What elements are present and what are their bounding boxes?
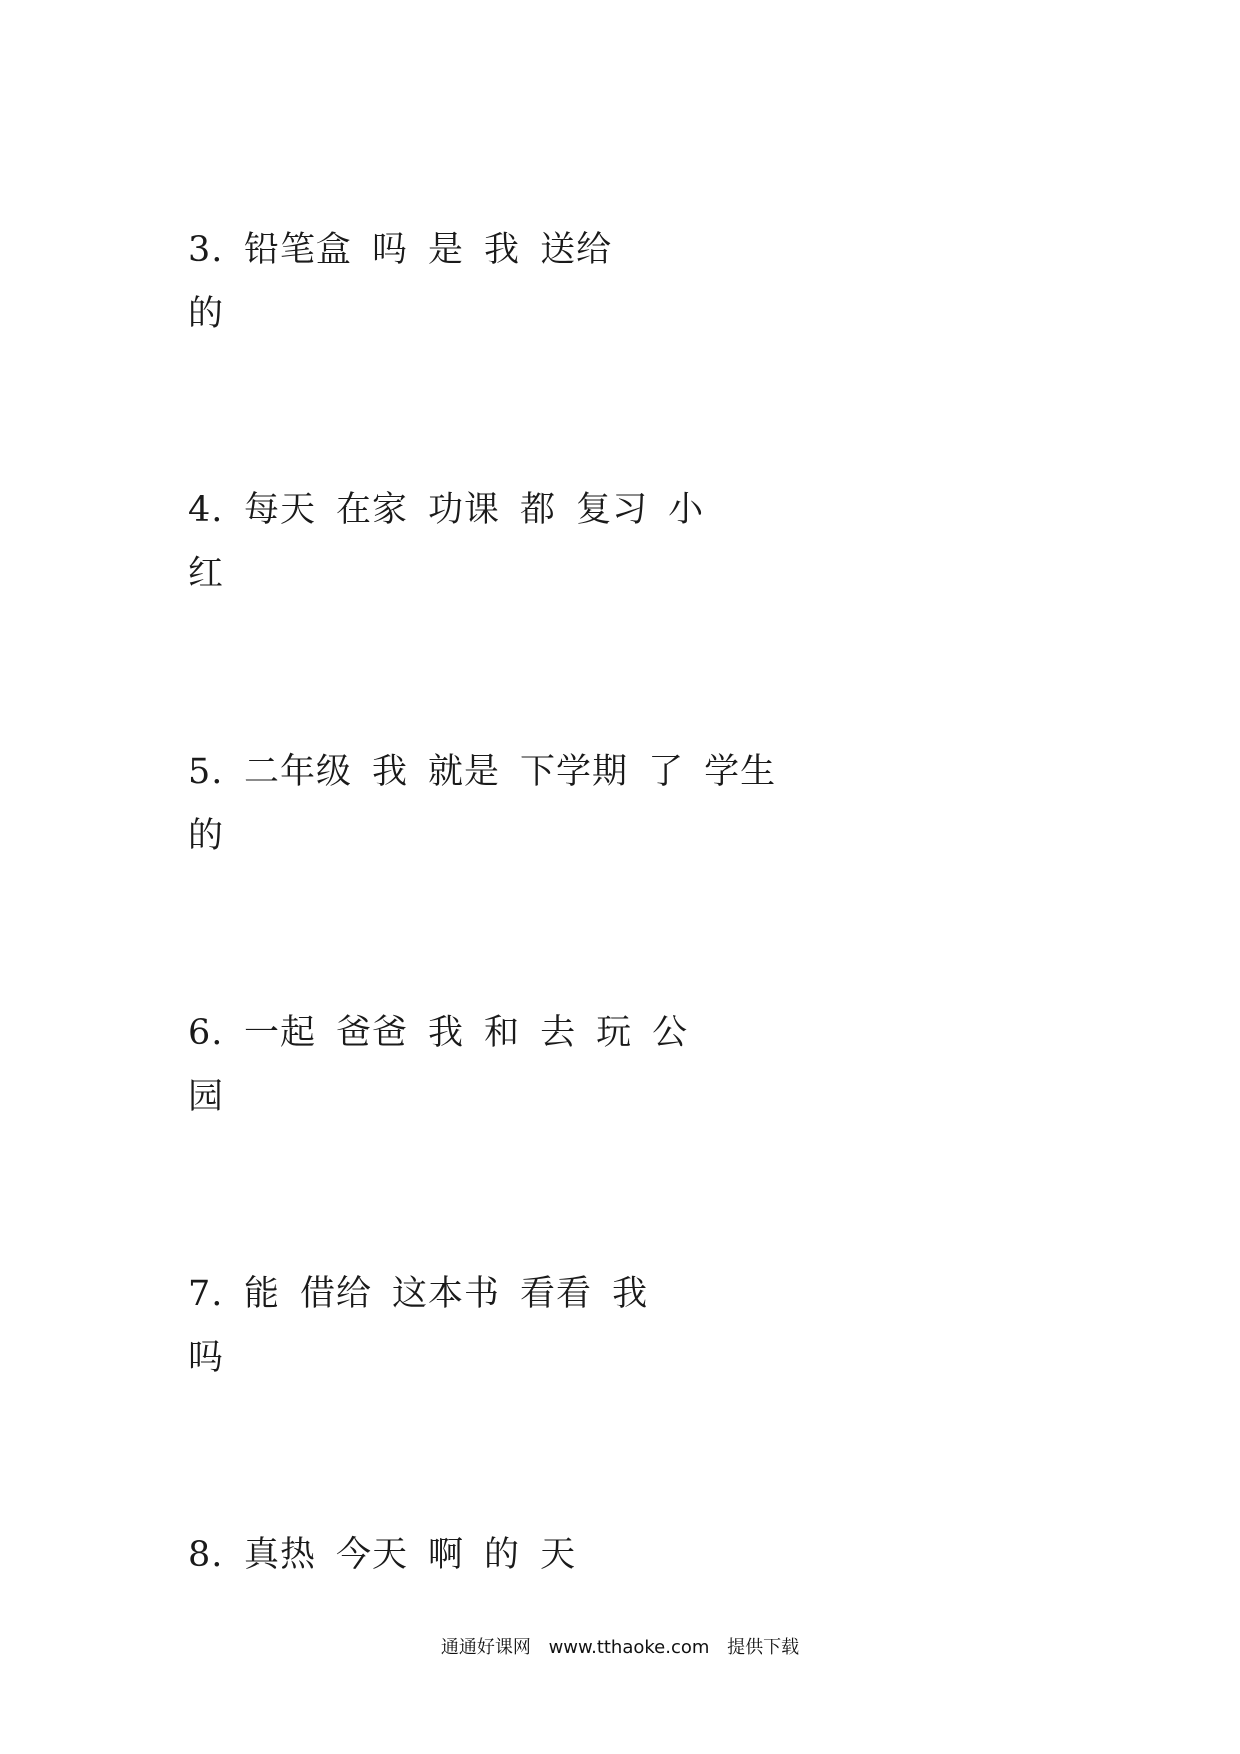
word: 送给 (540, 230, 613, 270)
word: 我 (428, 1013, 465, 1053)
word: 学生 (704, 752, 777, 792)
word: 公 (652, 1013, 689, 1053)
question-number: 4. (188, 490, 224, 530)
word: 复习 (576, 490, 649, 530)
word: 真热 (244, 1535, 317, 1575)
word: 我 (612, 1274, 649, 1314)
word: 一起 (244, 1013, 317, 1053)
footer-download-text: 提供下载 (727, 1637, 800, 1658)
word: 每天 (244, 490, 317, 530)
question-5 (188, 740, 888, 868)
question-words (188, 1001, 888, 1065)
question-4 (188, 478, 888, 606)
word: 玩 (596, 1013, 633, 1053)
question-number: 5. (188, 752, 224, 792)
page-footer (0, 1633, 1240, 1659)
word: 就是 (428, 752, 501, 792)
word: 二年级 (244, 752, 353, 792)
word: 这本书 (392, 1274, 501, 1314)
word: 了 (648, 752, 685, 792)
question-words (188, 218, 888, 282)
word: 下学期 (520, 752, 629, 792)
question-number: 7. (188, 1274, 224, 1314)
word: 去 (540, 1013, 577, 1053)
question-3 (188, 218, 888, 346)
question-continuation: 园 (188, 1077, 225, 1117)
word: 的 (484, 1535, 521, 1575)
question-continuation: 红 (188, 554, 225, 594)
word: 借给 (300, 1274, 373, 1314)
word: 天 (540, 1535, 577, 1575)
question-continuation: 的 (188, 816, 225, 856)
word: 吗 (372, 230, 409, 270)
question-continuation: 的 (188, 294, 225, 334)
question-6 (188, 1001, 888, 1129)
question-number: 8. (188, 1535, 224, 1575)
word: 啊 (428, 1535, 465, 1575)
word: 都 (520, 490, 557, 530)
question-number: 6. (188, 1013, 224, 1053)
word: 是 (428, 230, 465, 270)
word: 爸爸 (336, 1013, 409, 1053)
question-8 (188, 1523, 888, 1587)
word: 能 (244, 1274, 281, 1314)
footer-site-name: 通通好课网 (440, 1637, 531, 1658)
word: 看看 (520, 1274, 593, 1314)
question-number: 3. (188, 230, 224, 270)
word: 我 (484, 230, 521, 270)
question-words (188, 478, 888, 542)
question-words (188, 1262, 888, 1326)
word: 今天 (336, 1535, 409, 1575)
question-7 (188, 1262, 888, 1390)
word: 在家 (336, 490, 409, 530)
question-words (188, 740, 888, 804)
word: 小 (668, 490, 705, 530)
question-continuation: 吗 (188, 1338, 225, 1378)
word: 功课 (428, 490, 501, 530)
question-words (188, 1523, 888, 1587)
word: 和 (484, 1013, 521, 1053)
word: 铅笔盒 (244, 230, 353, 270)
footer-url: www.tthaoke.com (548, 1637, 710, 1658)
word: 我 (372, 752, 409, 792)
